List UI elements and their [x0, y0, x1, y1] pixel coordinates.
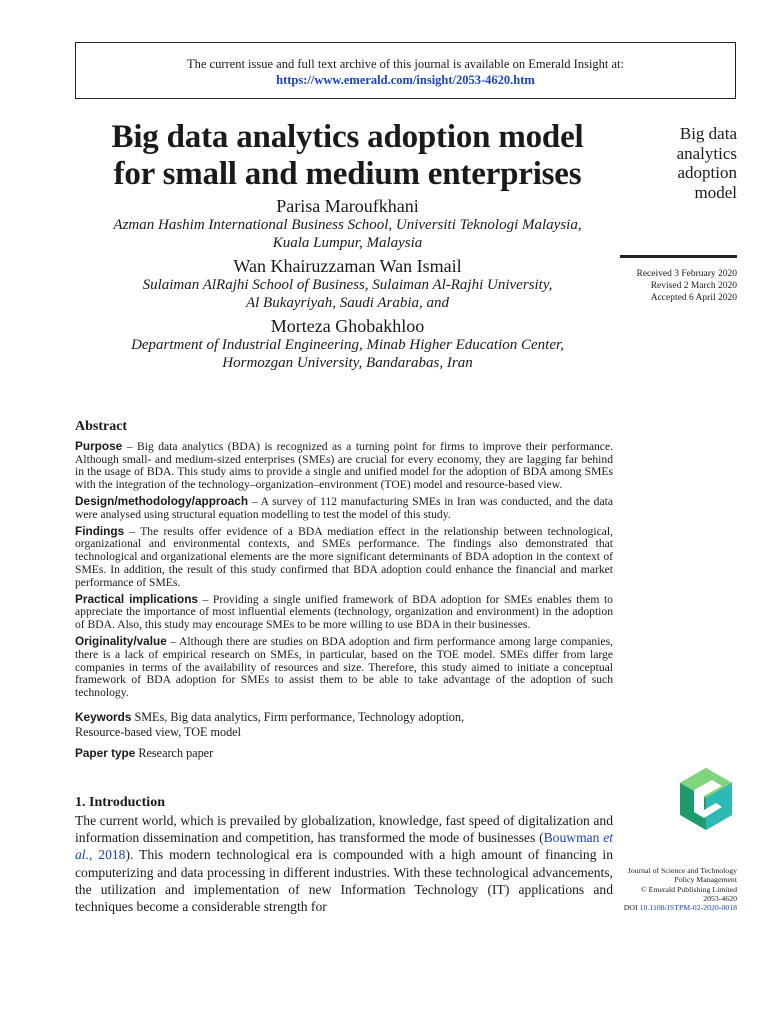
intro-text: The current world, which is prevailed by globalization, knowledge, fast speed of digitalization and information dissemination and competition, has transformed the mode of businesses (: [75, 813, 613, 846]
section-text: – The results offer evidence of a BDA mediation effect in the relationship between technological, organizational and environmental contexts, and SMEs performance. The findings also demonstrated that technological and organizational elements are the more significant determinants of BDA adoption in the context of SMEs. In addition, the result of this study confirmed that BDA adoption could enhance the financial and market performance of SMEs.: [75, 524, 613, 589]
archive-notice-text: The current issue and full text archive of this journal is available on Emerald Insight at:: [186, 57, 625, 71]
received-date: Received 3 February 2020: [636, 269, 737, 279]
running-title-line: Big data: [679, 124, 737, 143]
publisher-logo-icon: [676, 766, 736, 836]
keywords: [75, 710, 505, 741]
author-name: Morteza Ghobakhloo: [270, 316, 425, 336]
section-text: – Providing a single unified framework of BDA adoption for SMEs enables them to appreciate the importance of most influential elements (technology, organization and environment) in the adoption of BDA. Also, this study may encourage SMEs to be more willing to use BDA in their businesses.: [75, 592, 613, 632]
journal-name-cont: Policy Management: [674, 875, 737, 885]
issn: 2053-4620: [703, 893, 737, 903]
citation-etal: et al.: [75, 830, 613, 863]
citation-author: Bouwman: [543, 830, 604, 846]
author-name: Parisa Maroufkhani: [276, 196, 419, 216]
copyright: © Emerald Publishing Limited: [640, 884, 737, 894]
paper-title-line-1: Big data analytics adoption model: [111, 119, 584, 155]
section-label: Design/methodology/approach: [75, 493, 249, 508]
revised-date: Revised 2 March 2020: [650, 281, 737, 291]
doi: [600, 903, 737, 912]
introduction-paragraph: [75, 812, 613, 915]
author-affiliation: Kuala Lumpur, Malaysia: [272, 234, 423, 251]
running-title-line: analytics: [676, 143, 737, 163]
citation-year: , 2018: [88, 847, 126, 863]
keywords-label: Keywords: [75, 709, 132, 724]
author-list: [75, 196, 620, 372]
author-name: Wan Khairuzzaman Wan Ismail: [233, 256, 462, 276]
paper-title-line-2: for small and medium enterprises: [113, 156, 582, 192]
author-affiliation: Hormozgan University, Bandarabas, Iran: [222, 354, 473, 371]
archive-url-link[interactable]: https://www.emerald.com/insight/2053-4620.htm: [276, 73, 535, 87]
section-label: Practical implications: [75, 591, 198, 606]
section-label: Originality/value: [75, 633, 167, 648]
author-affiliation: Al Bukayriyah, Saudi Arabia, and: [245, 294, 450, 311]
doi-label: DOI: [623, 903, 640, 913]
section-text: – Big data analytics (BDA) is recognized as a turning point for firms to improve their performance. Although small- and medium-sized enterprises (SMEs) are crucial for every economy, they are lagging far behind in the usage of BDA. This study aims to provide a single and unified model for the adoption of BDA among SMEs with the integration of the technology–organization–environment (TOE) model and resource-based view.: [75, 439, 613, 492]
abstract-heading: Abstract: [75, 419, 128, 434]
abstract-practical: [75, 593, 613, 632]
abstract-originality: [75, 635, 613, 700]
introduction-heading: 1. Introduction: [75, 795, 165, 810]
abstract: [75, 421, 613, 763]
archive-notice-box: [75, 42, 736, 99]
paper-type-text: Research paper: [135, 745, 214, 760]
journal-info: [600, 866, 737, 912]
running-title-line: model: [694, 182, 737, 202]
paper-type: [75, 747, 613, 760]
running-title-line: adoption: [677, 163, 737, 182]
section-label: Purpose: [75, 438, 123, 453]
journal-name: Journal of Science and Technology: [627, 866, 737, 875]
author-affiliation: Azman Hashim International Business School, Universiti Teknologi Malaysia,: [113, 217, 582, 233]
paper-type-label: Paper type: [75, 745, 136, 760]
abstract-findings: [75, 525, 613, 590]
section-text: – Although there are studies on BDA adoption and firm performance among large companies, there is a lack of empirical research on SMEs, in particular, based on the TOE model. SMEs differ from large companies in terms of the availability of resources and size. Therefore, this study aimed to initiate a conceptual framework of BDA adoption for SMEs to assist them to be able to take advantage of the adoption of such technology.: [75, 634, 613, 700]
section-text: – A survey of 112 manufacturing SMEs in Iran was conducted, and the data were analysed using structural equation modelling to test the model of this study.: [75, 494, 613, 521]
author-affiliation: Sulaiman AlRajhi School of Business, Sulaiman Al-Rajhi University,: [142, 277, 553, 293]
accepted-date: Accepted 6 April 2020: [650, 293, 737, 303]
section-label: Findings: [75, 523, 125, 538]
keywords-text: SMEs, Big data analytics, Firm performance, Technology adoption, Resource-based view, TOE model: [75, 709, 465, 740]
doi-link[interactable]: 10.1108/JSTPM-02-2020-0018: [639, 903, 737, 913]
abstract-design: [75, 495, 613, 522]
introduction: [75, 795, 613, 915]
paper-title: [75, 119, 620, 193]
author-affiliation: Department of Industrial Engineering, Minab Higher Education Center,: [131, 337, 564, 353]
intro-text: ). This modern technological era is compounded with a high amount of financing in computerizing and data processing in different industries. With these technological advancements, the utilization and implementation of new Information Technology (IT) applications and techniques become a considerable strength for: [75, 847, 613, 915]
abstract-purpose: [75, 440, 613, 492]
margin-rule: [620, 255, 737, 258]
submission-dates: [600, 268, 737, 304]
running-title: [630, 124, 737, 202]
